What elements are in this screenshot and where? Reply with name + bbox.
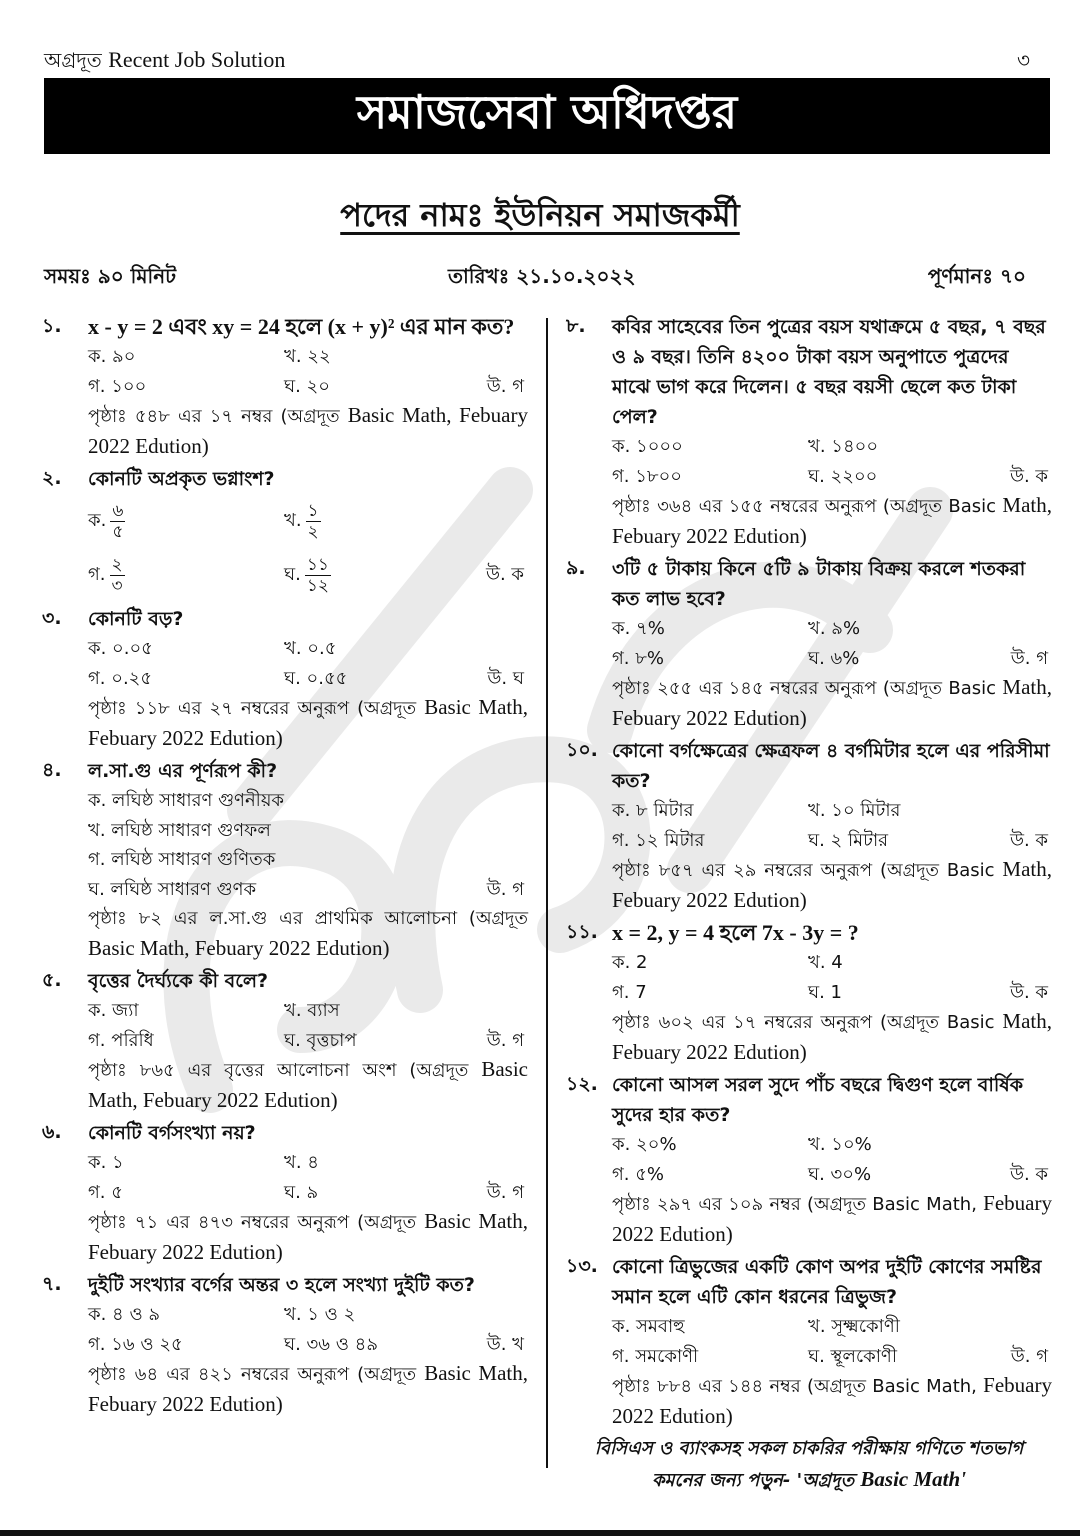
option-gha: ঘ. ৯ [284,1181,319,1203]
reference: পৃষ্ঠাঃ ৬৪ এর ৪২১ নম্বরের অনুরূপ (অগ্রদূত Basic Math, Febuary 2022 Edution) [88,1361,529,1416]
answer: উ. ঘ [487,667,524,689]
question-text: কোনো বর্গক্ষেত্রের ক্ষেত্রফল ৪ বর্গমিটার হলে এর পরিসীমা কত? [612,740,1050,792]
post-name-heading [0,190,1080,244]
answer: উ. গ [486,1181,524,1203]
answer: উ. গ [486,375,524,397]
option-ga: গ. ০.২৫ [88,667,153,689]
option-ka: ক. ১০০০ [612,436,683,457]
answer: উ. খ [486,1333,524,1355]
option-ka: ক. ০.০৫ [88,638,153,659]
options [88,342,528,401]
option-ga: গ. ৮% [612,647,665,669]
question-3 [42,604,528,754]
question-text: ৩টি ৫ টাকায় কিনে ৫টি ৯ টাকায় বিক্রয় করলে শতকরা কত লাভ হবে? [612,558,1026,610]
option-ka: ক. 2 [612,952,648,973]
option-gha: ঘ. ৬% [808,647,860,669]
brand-subtitle: Recent Job Solution [108,47,286,72]
option-ga: গ. ৫ [88,1181,123,1203]
question-number: ৮. [566,315,586,337]
answer: উ. ক [1009,981,1048,1003]
column-divider [546,318,548,1468]
option-ka: ক. ২০% [612,1134,677,1155]
question-8 [566,312,1052,552]
option-gha: ঘ. ০.৫৫ [284,667,348,689]
option-kha: খ. 4 [808,952,843,973]
question-text: বৃত্তের দৈর্ঘ্যকে কী বলে? [88,970,269,992]
question-text: কোনো ত্রিভুজের একটি কোণ অপর দুইটি কোণের সমষ্টির সমান হলে এটি কোন ধরনের ত্রিভুজ? [612,1256,1042,1308]
option-ga: গ. ১০০ [88,375,147,397]
option-ka: ক. ৮ মিটার [612,800,694,821]
reference: পৃষ্ঠাঃ ২৯৭ এর ১০৯ নম্বর (অগ্রদূত Basic Math, Febuary 2022 Edution) [612,1191,1052,1246]
question-text: দুইটি সংখ্যার বর্গের অন্তর ৩ হলে সংখ্যা দুইটি কত? [88,1274,475,1296]
reference: পৃষ্ঠাঃ ১১৮ এর ২৭ নম্বরের অনুরূপ (অগ্রদূত Basic Math, Febuary 2022 Edution) [88,695,529,750]
promo-line-2: কমনের জন্য পড়ুন- 'অগ্রদূত Basic Math' [651,1467,967,1491]
exam-date: তারিখঃ ২১.১০.২০২২ [448,264,636,288]
title-banner [44,78,1050,154]
answer: উ. ক [1009,465,1048,487]
option-ka: ক. লঘিষ্ঠ সাধারণ গুণনীয়ক [88,790,285,811]
option-gha: ঘ. $\frac{১১}{১২}$ [284,554,329,596]
options [88,1148,528,1207]
option-ga: গ. $\frac{২}{৩}$ [88,554,123,596]
options [612,796,1052,855]
option-gha: ঘ. ৩৬ ও ৪৯ [284,1333,379,1355]
option-kha: খ. ০.৫ [284,638,337,659]
answer: উ. ক [1009,1163,1048,1185]
reference: পৃষ্ঠাঃ ৩৬৪ এর ১৫৫ নম্বরের অনুরূপ (অগ্রদূত Basic Math, Febuary 2022 Edution) [612,493,1052,548]
answer: উ. ক [485,564,524,585]
option-kha: খ. ১ ও ২ [284,1304,356,1325]
option-kha: খ. $\frac{১}{২}$ [284,500,319,542]
options [612,1312,1052,1371]
option-ka: ক. ৭% [612,618,665,639]
question-9 [566,554,1052,734]
reference: পৃষ্ঠাঃ ৬০২ এর ১৭ নম্বরের অনুরূপ (অগ্রদূত Basic Math, Febuary 2022 Edution) [612,1009,1052,1064]
answer: উ. গ [486,1029,524,1051]
option-ga: গ. ১২ মিটার [612,829,705,851]
option-ka: ক. সমবাহু [612,1316,685,1337]
option-ga: গ. পরিধি [88,1029,154,1051]
options [612,948,1052,1007]
question-number: ১০. [566,739,598,761]
option-gha: ঘ. ৩০% [808,1163,872,1185]
question-6 [42,1118,528,1268]
question-number: ১. [42,315,62,337]
option-gha: ঘ. ২০ [284,375,330,397]
option-ka: ক. ৯০ [88,346,136,367]
bottom-border [0,1530,1080,1536]
question-1 [42,312,528,462]
options [612,432,1052,491]
question-number: ৩. [42,607,62,629]
reference: পৃষ্ঠাঃ ৫৪৮ এর ১৭ নম্বর (অগ্রদূত Basic Math, Febuary 2022 Edution) [88,403,528,458]
option-gha: ঘ. ২২০০ [808,465,878,487]
options [88,634,528,693]
question-text: কোনটি অপ্রকৃত ভগ্নাংশ? [88,468,275,490]
options [88,786,528,904]
option-ga: গ. 7 [612,981,647,1003]
reference: পৃষ্ঠাঃ ৮৬৫ এর বৃত্তের আলোচনা অংশ (অগ্রদূত Basic Math, Febuary 2022 Edution) [88,1057,528,1112]
page-header [44,46,1036,72]
question-12 [566,1070,1052,1250]
answer: উ. গ [486,878,524,900]
question-number: ১৩. [566,1255,598,1277]
question-number: ৭. [42,1273,62,1295]
question-number: ১২. [566,1073,598,1095]
post-name: পদের নামঃ ইউনিয়ন সমাজকর্মী [340,196,740,234]
right-column [566,312,1052,1496]
option-ga: গ. লঘিষ্ঠ সাধারণ গুণিতক [88,849,276,870]
question-number: ৪. [42,759,62,781]
option-kha: খ. লঘিষ্ঠ সাধারণ গুণফল [88,819,271,841]
option-gha: ঘ. 1 [808,981,843,1003]
page-title: সমাজসেবা অধিদপ্তর [356,85,738,139]
question-4 [42,756,528,964]
question-number: ৯. [566,557,586,579]
option-gha: ঘ. ২ মিটার [808,829,889,851]
option-kha: খ. ১০ মিটার [808,800,901,821]
options [612,614,1052,673]
option-gha: ঘ. লঘিষ্ঠ সাধারণ গুণক [88,878,257,900]
brand-name: অগ্রদূত [44,48,102,72]
question-number: ৬. [42,1121,62,1143]
left-column [42,312,528,1422]
option-ka: ক. জ্যা [88,1000,139,1021]
reference: পৃষ্ঠাঃ ৮৫৭ এর ২৯ নম্বরের অনুরূপ (অগ্রদূত Basic Math, Febuary 2022 Edution) [612,857,1052,912]
option-kha: খ. ২২ [284,346,331,367]
option-gha: ঘ. বৃত্তচাপ [284,1029,357,1051]
reference: পৃষ্ঠাঃ ২৫৫ এর ১৪৫ নম্বরের অনুরূপ (অগ্রদূত Basic Math, Febuary 2022 Edution) [612,675,1052,730]
question-text: ল.সা.গু এর পূর্ণরূপ কী? [88,760,278,782]
reference: পৃষ্ঠাঃ ৮২ এর ল.সা.গু এর প্রাথমিক আলোচনা (অগ্রদূত Basic Math, Febuary 2022 Edution) [88,908,528,960]
options [88,494,528,602]
question-number: ৫. [42,969,62,991]
promo-footer [566,1434,1052,1496]
question-number: ১১. [566,921,598,943]
page-number: ৩ [1016,48,1030,72]
question-11 [566,918,1052,1068]
options [88,1300,528,1359]
question-text: x - y = 2 এবং xy = 24 হলে (x + y)² এর মান কত? [88,314,515,339]
option-ga: গ. সমকোণী [612,1345,699,1367]
reference: পৃষ্ঠাঃ ৮৮৪ এর ১৪৪ নম্বর (অগ্রদূত Basic Math, Febuary 2022 Edution) [612,1373,1052,1428]
full-marks: পূর্ণমানঃ ৭০ [927,264,1026,288]
question-13 [566,1252,1052,1432]
options [88,996,528,1055]
question-text: কোনটি বড়? [88,608,184,630]
option-kha: খ. সূক্ষ্মকোণী [808,1316,900,1337]
answer: উ. গ [1010,1345,1048,1367]
option-gha: ঘ. স্থূলকোণী [808,1345,897,1367]
option-ga: গ. ৫% [612,1163,665,1185]
question-text: কোনো আসল সরল সুদে পাঁচ বছরে দ্বিগুণ হলে বার্ষিক সুদের হার কত? [612,1074,1024,1126]
promo-line-1: বিসিএস ও ব্যাংকসহ সকল চাকরির পরীক্ষায় গণিতে শতভাগ [594,1438,1024,1459]
question-text: কোনটি বর্গসংখ্যা নয়? [88,1122,256,1144]
question-text: কবির সাহেবের তিন পুত্রের বয়স যথাক্রমে ৫ বছর, ৭ বছর ও ৯ বছর। তিনি ৪২০০ টাকা বয়স অনুপাতে পুত্রদের মাঝে ভাগ করে দিলেন। ৫ বছর বয়সী ছেলে কত টাকা পেল? [612,316,1046,428]
option-ga: গ. ১৮০০ [612,465,683,487]
answer: উ. ক [1009,829,1048,851]
question-number: ২. [42,467,62,489]
option-ka: ক. $\frac{৬}{৫}$ [88,500,124,542]
question-text: x = 2, y = 4 হলে 7x - 3y = ? [612,920,859,945]
option-ga: গ. ১৬ ও ২৫ [88,1333,183,1355]
option-ka: ক. ১ [88,1152,124,1173]
exam-time: সময়ঃ ৯০ মিনিট [44,264,177,288]
brand-text [44,46,285,79]
option-kha: খ. ১৪০০ [808,436,879,457]
question-5 [42,966,528,1116]
question-2 [42,464,528,602]
option-kha: খ. ১০% [808,1134,872,1155]
answer: উ. গ [1010,647,1048,669]
options [612,1130,1052,1189]
option-ka: ক. ৪ ও ৯ [88,1304,161,1325]
option-kha: খ. ৪ [284,1152,319,1173]
question-7 [42,1270,528,1420]
question-10 [566,736,1052,916]
option-kha: খ. ব্যাস [284,1000,340,1021]
option-kha: খ. ৯% [808,618,861,639]
reference: পৃষ্ঠাঃ ৭১ এর ৪৭৩ নম্বরের অনুরূপ (অগ্রদূত Basic Math, Febuary 2022 Edution) [88,1209,529,1264]
